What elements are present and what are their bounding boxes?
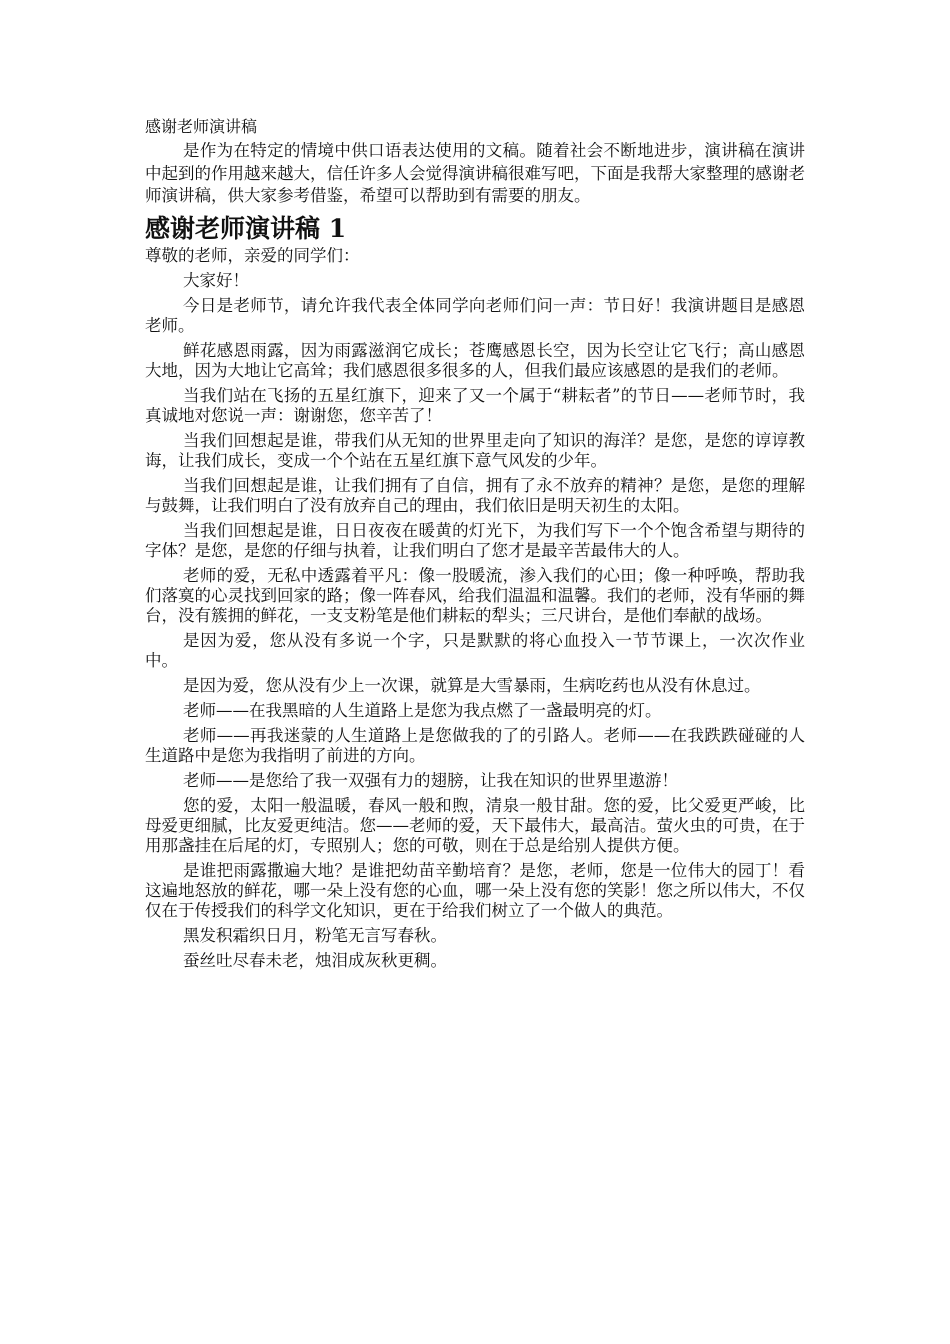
section-heading: 感谢老师演讲稿 1 [145,213,347,243]
body-paragraph: 鲜花感恩雨露，因为雨露滋润它成长；苍鹰感恩长空，因为长空让它飞行；高山感恩大地，因为大地让它高耸；我们感恩很多很多的人，但我们最应该感恩的是我们的老师。 [145,340,805,380]
salutation: 尊敬的老师，亲爱的同学们： [145,245,360,265]
body-paragraph: 当我们站在飞扬的五星红旗下，迎来了又一个属于“耕耘者”的节日——老师节时，我真诚地对您说一声：谢谢您，您辛苦了！ [145,385,805,425]
intro-paragraph: 是作为在特定的情境中供口语表达使用的文稿。随着社会不断地进步，演讲稿在演讲中起到的作用越来越大，信任许多人会觉得演讲稿很难写吧，下面是我帮大家整理的感谢老师演讲稿，供大家参考借鉴，希望可以帮助到有需要的朋友。 [145,141,805,205]
body-paragraph: 当我们回想起是谁，让我们拥有了自信，拥有了永不放弃的精神？是您，是您的理解与鼓舞，让我们明白了没有放弃自己的理由，我们依旧是明天初生的太阳。 [145,475,805,515]
document-title: 感谢老师演讲稿 [145,117,258,136]
body-paragraph: 当我们回想起是谁，带我们从无知的世界里走向了知识的海洋？是您，是您的谆谆教诲，让我们成长，变成一个个站在五星红旗下意气风发的少年。 [145,430,805,470]
body-paragraph: 老师——是您给了我一双强有力的翅膀，让我在知识的世界里遨游！ [183,770,678,790]
body-paragraph: 老师——再我迷蒙的人生道路上是您做我的了的引路人。老师——在我跌跌碰碰的人生道路中是您为我指明了前进的方向。 [145,725,805,765]
body-paragraph: 大家好！ [183,270,249,290]
body-paragraph: 是因为爱，您从没有多说一个字，只是默默的将心血投入一节节课上，一次次作业中。 [145,630,805,670]
body-paragraph: 蚕丝吐尽春未老，烛泪成灰秋更稠。 [183,950,447,970]
body-paragraph: 老师的爱，无私中透露着平凡：像一股暖流，渗入我们的心田；像一种呼唤，帮助我们落寞的心灵找到回家的路；像一阵春风，给我们温温和温馨。我们的老师，没有华丽的舞台，没有簇拥的鲜花，一支支粉笔是他们耕耘的犁头；三尺讲台，是他们奉献的战场。 [145,565,805,625]
body-paragraph: 您的爱，太阳一般温暖，春风一般和煦，清泉一般甘甜。您的爱，比父爱更严峻，比母爱更细腻，比友爱更纯洁。您——老师的爱，天下最伟大，最高洁。萤火虫的可贵，在于用那盏挂在后尾的灯，专照别人；您的可敬，则在于总是给别人提供方便。 [145,795,805,855]
body-paragraph: 是因为爱，您从没有少上一次课，就算是大雪暴雨，生病吃药也从没有休息过。 [183,675,761,695]
body-paragraph: 老师——在我黑暗的人生道路上是您为我点燃了一盏最明亮的灯。 [183,700,662,720]
body-paragraph: 今日是老师节，请允许我代表全体同学向老师们问一声：节日好！我演讲题目是感恩老师。 [145,295,805,335]
body-paragraph: 当我们回想起是谁，日日夜夜在暖黄的灯光下，为我们写下一个个饱含希望与期待的字体？是您，是您的仔细与执着，让我们明白了您才是最辛苦最伟大的人。 [145,520,805,560]
body-paragraph: 黑发积霜织日月，粉笔无言写春秋。 [183,925,447,945]
document-page [145,114,805,976]
body-paragraph: 是谁把雨露撒遍大地？是谁把幼苗辛勤培育？是您，老师，您是一位伟大的园丁！看这遍地怒放的鲜花，哪一朵上没有您的心血，哪一朵上没有您的笑影！您之所以伟大，不仅仅在于传授我们的科学文化知识，更在于给我们树立了一个做人的典范。 [145,860,805,920]
